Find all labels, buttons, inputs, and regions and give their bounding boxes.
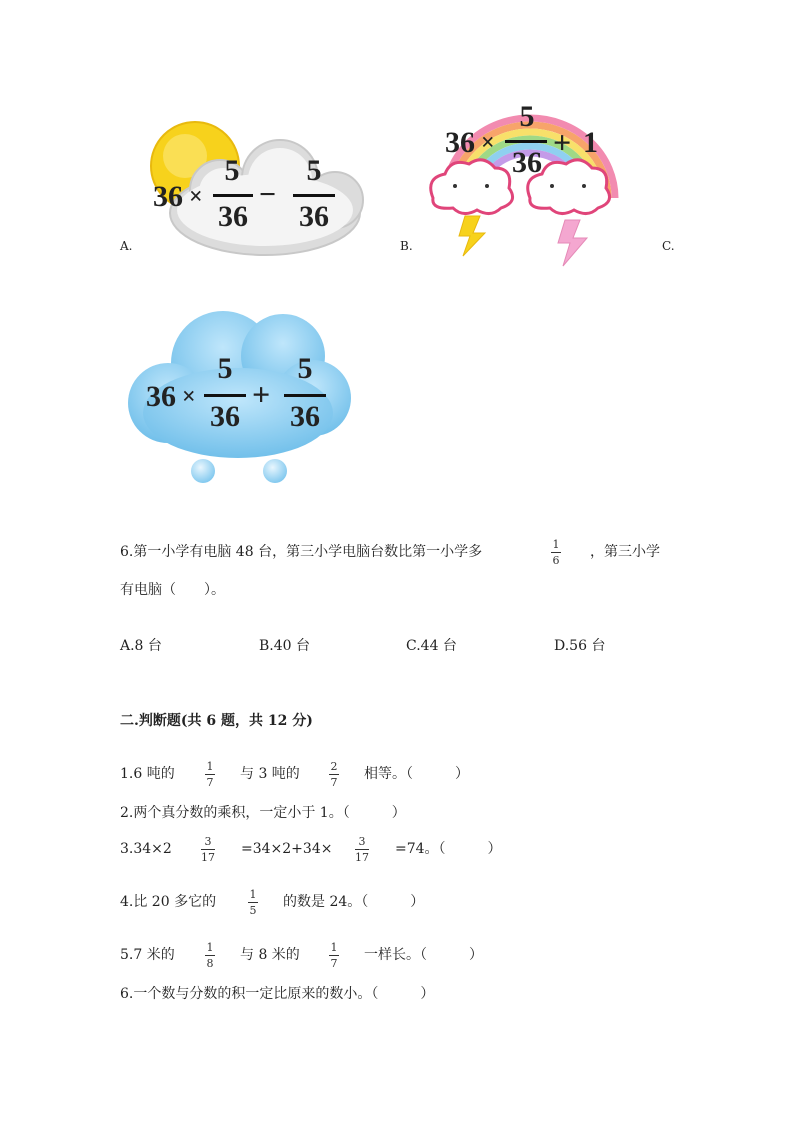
figure-b (425, 98, 630, 268)
q6-line1-tail: ，第三小学 (590, 544, 660, 560)
fraction-bar (248, 902, 258, 903)
q6-line1: 6.第一小学有电脑 48 台，第三小学电脑台数比第一小学多 (120, 544, 483, 560)
judge-item-1-part2: 与 3 吨的 (240, 766, 300, 782)
expr-whole: 36 (146, 380, 176, 413)
fraction-denominator: 17 (355, 851, 369, 864)
q6-option-c[interactable]: C.44 台 (406, 638, 457, 654)
fraction-bar (293, 194, 335, 197)
fraction-denominator: 17 (201, 851, 215, 864)
fraction-numerator: 5 (297, 352, 313, 385)
plus-sign: + (252, 376, 271, 412)
fraction-bar (551, 552, 561, 553)
fraction-denominator: 36 (299, 200, 329, 233)
judge-item-3-part2: =34×2+34× (241, 841, 333, 857)
judge-item-1-fraction-2 (329, 761, 339, 788)
judge-item-5-fraction-1 (205, 942, 215, 969)
expr-whole: 36 (153, 180, 183, 213)
q6-fraction (551, 539, 561, 566)
judge-item-3-part1: 3.34×2 (120, 841, 172, 857)
fraction-denominator: 6 (552, 554, 560, 567)
judge-item-3-fraction-1 (201, 836, 215, 863)
q6-option-a[interactable]: A.8 台 (120, 638, 162, 654)
expr-times: × (189, 184, 203, 210)
fraction-bar (213, 194, 253, 197)
judge-item-3-part3[interactable]: =74。（ ） (395, 841, 502, 857)
fraction-numerator: 3 (204, 835, 212, 848)
judge-item-5-part2: 与 8 米的 (240, 947, 300, 963)
judge-item-5-part1: 5.7 米的 (120, 947, 175, 963)
fraction-numerator: 3 (358, 835, 366, 848)
fraction-bar (505, 140, 547, 143)
fraction-bar (284, 394, 326, 397)
judge-item-4-fraction (248, 889, 258, 916)
fraction-bar (205, 774, 215, 775)
judge-item-4-part1: 4.比 20 多它的 (120, 894, 217, 910)
fraction-bar (204, 394, 246, 397)
fraction-denominator: 8 (206, 957, 214, 970)
fraction-numerator: 1 (552, 538, 560, 551)
fraction-bar (355, 849, 369, 850)
judge-item-5-part3[interactable]: 一样长。（ ） (364, 947, 483, 963)
fraction-denominator: 36 (290, 400, 320, 433)
judge-item-2[interactable]: 2.两个真分数的乘积，一定小于 1。（ ） (120, 805, 406, 821)
fraction-denominator: 7 (330, 776, 338, 789)
expr-whole: 36 (445, 126, 475, 159)
fraction-numerator: 5 (519, 100, 535, 133)
fraction-numerator: 5 (217, 352, 233, 385)
option-label-a[interactable]: A. (120, 239, 133, 253)
expr-tail: 1 (583, 126, 598, 159)
q6-option-b[interactable]: B.40 台 (259, 638, 311, 654)
fraction-bar (205, 955, 215, 956)
judge-item-1-part1: 1.6 吨的 (120, 766, 175, 782)
judge-item-4-part2[interactable]: 的数是 24。（ ） (283, 894, 425, 910)
fraction-bar (329, 955, 339, 956)
judge-item-1-part3[interactable]: 相等。（ ） (364, 766, 469, 782)
fraction-denominator: 36 (512, 146, 542, 179)
fraction-numerator: 1 (249, 888, 257, 901)
option-label-c[interactable]: C. (662, 239, 675, 253)
judge-item-3-fraction-2 (355, 836, 369, 863)
judge-item-1-fraction-1 (205, 761, 215, 788)
fraction-numerator: 1 (206, 941, 214, 954)
q6-option-d[interactable]: D.56 台 (554, 638, 606, 654)
fraction-numerator: 5 (306, 154, 322, 187)
judge-item-5-fraction-2 (329, 942, 339, 969)
q6-line2: 有电脑（ ）。 (120, 582, 225, 598)
plus-sign: + (553, 124, 572, 160)
fraction-numerator: 1 (206, 760, 214, 773)
section-title: 二.判断题(共 6 题，共 12 分) (120, 713, 313, 729)
fraction-denominator: 36 (210, 400, 240, 433)
judge-item-6[interactable]: 6.一个数与分数的积一定比原来的数小。（ ） (120, 986, 435, 1002)
fraction-denominator: 5 (249, 904, 257, 917)
expr-times: × (481, 130, 495, 156)
fraction-numerator: 1 (330, 941, 338, 954)
fraction-numerator: 2 (330, 760, 338, 773)
fraction-bar (201, 849, 215, 850)
fraction-denominator: 36 (218, 200, 248, 233)
fraction-numerator: 5 (224, 154, 240, 187)
fraction-bar (329, 774, 339, 775)
expr-times: × (182, 384, 196, 410)
fraction-denominator: 7 (330, 957, 338, 970)
figure-c (128, 308, 353, 488)
fraction-denominator: 7 (206, 776, 214, 789)
minus-sign: − (259, 178, 277, 211)
option-label-b[interactable]: B. (400, 239, 413, 253)
figure-a (135, 118, 370, 268)
